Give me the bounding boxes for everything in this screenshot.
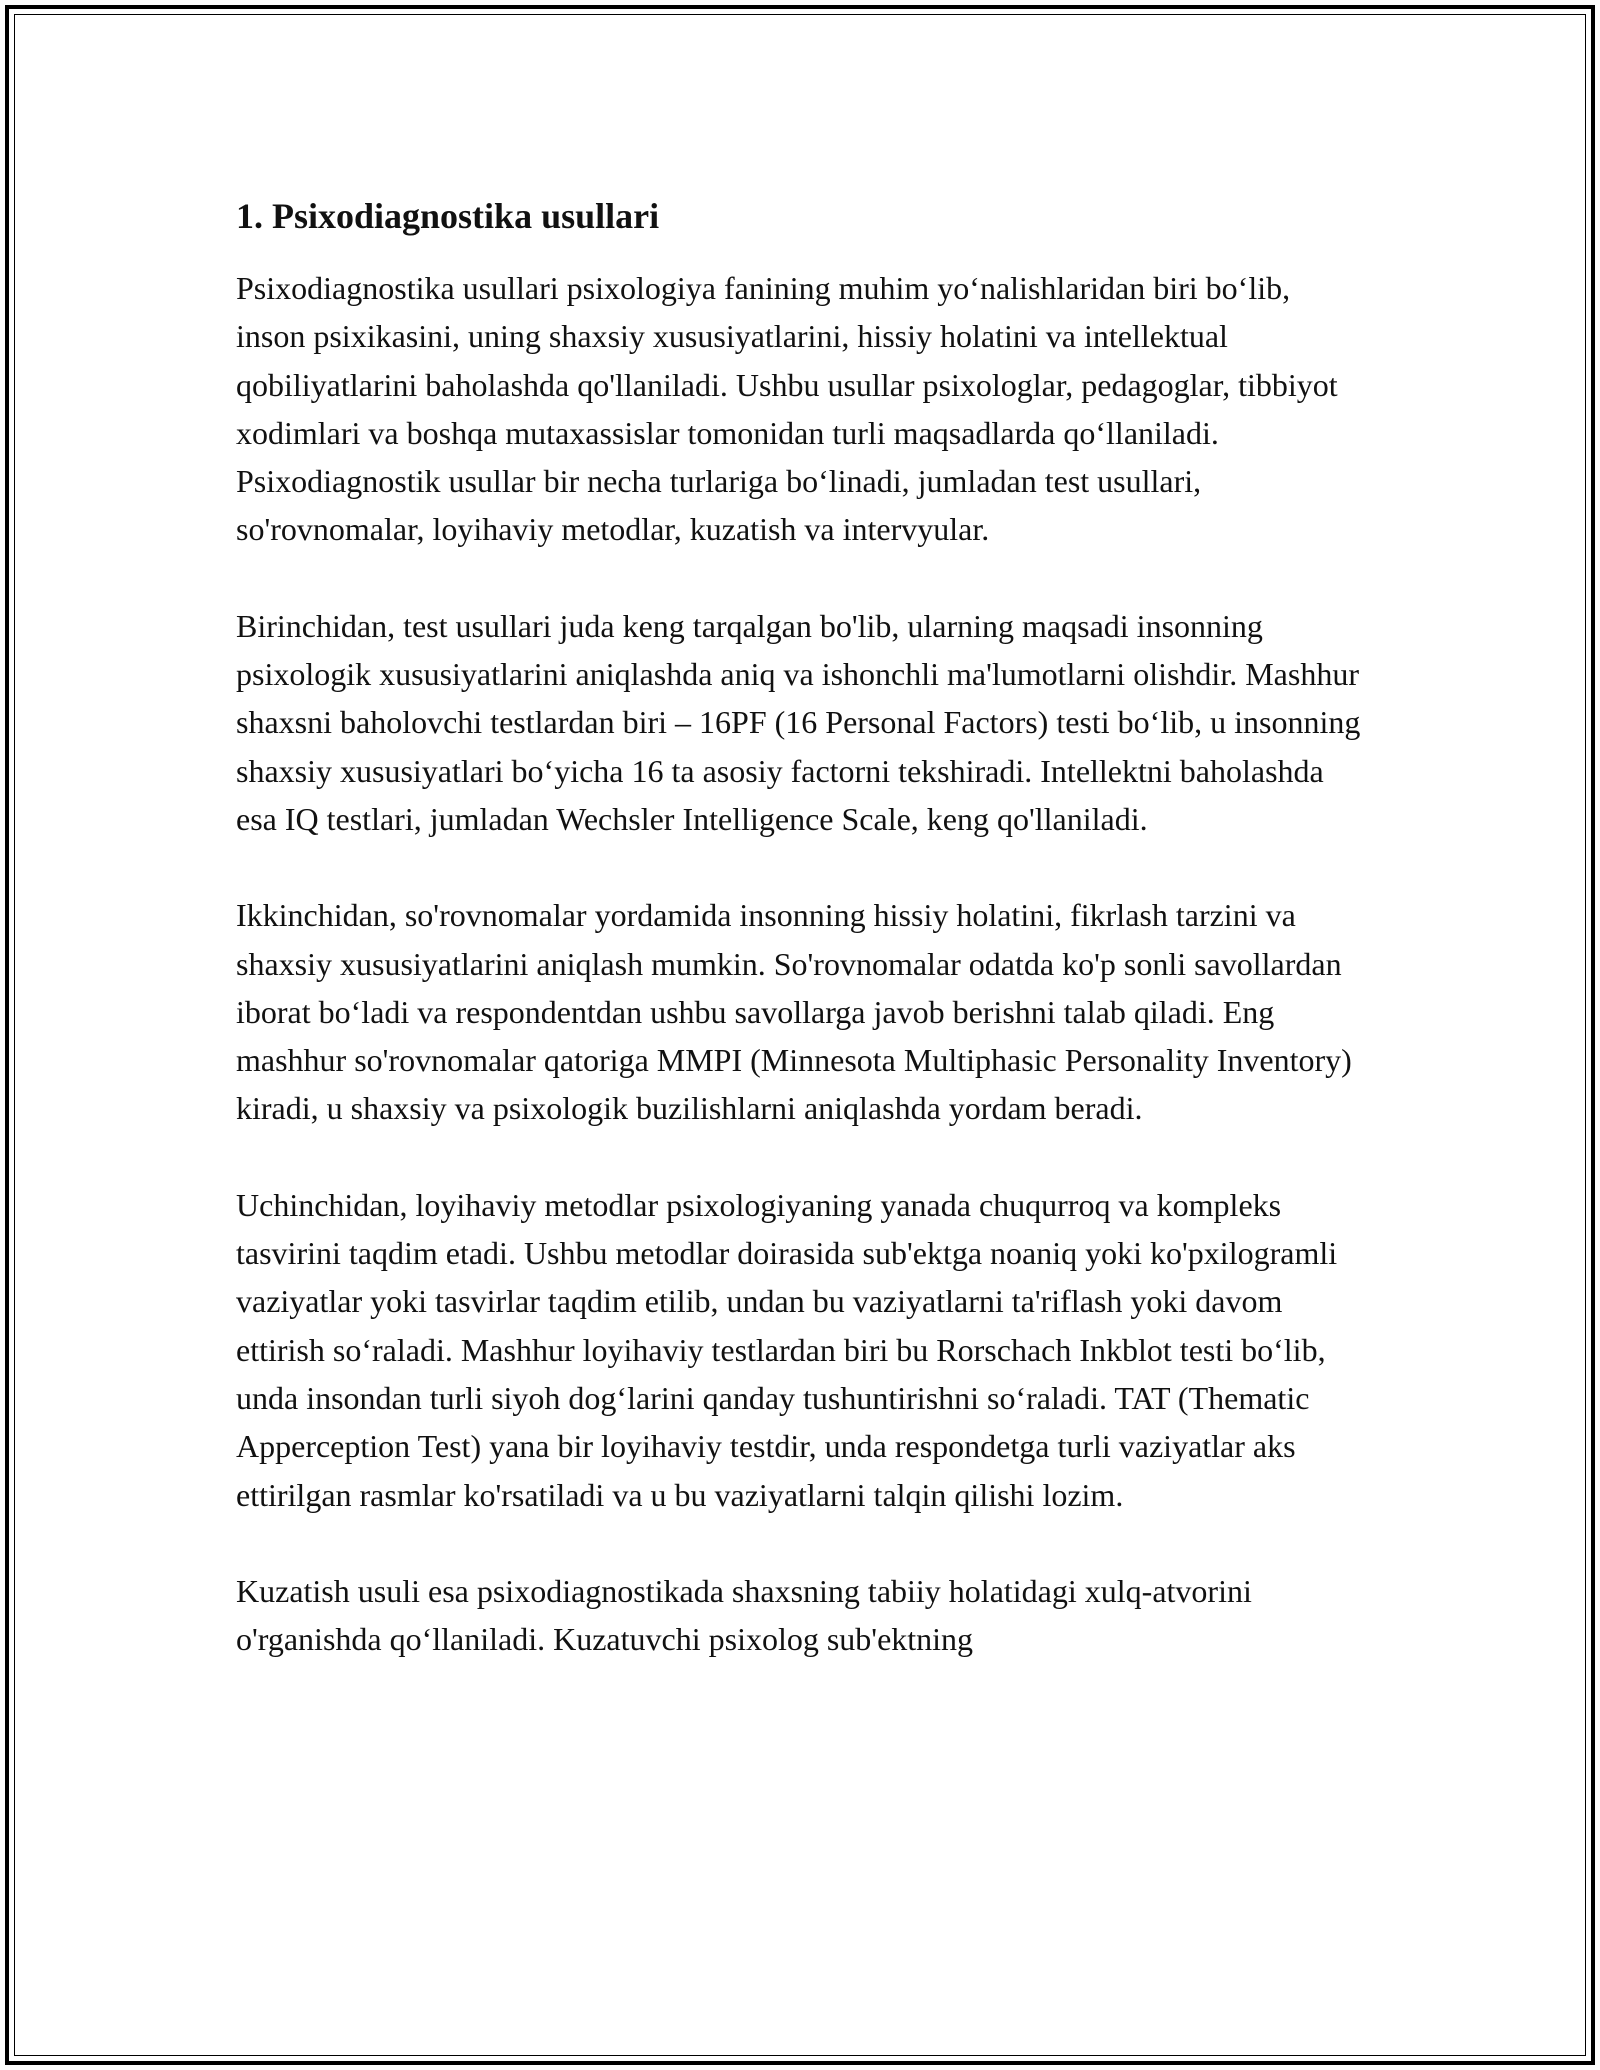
section-heading: 1. Psixodiagnostika usullari [236,196,660,236]
paragraph-intro: Psixodiagnostika usullari psixologiya fanining muhim yo‘nalishlaridan biri bo‘lib, inson psixikasini, uning shaxsiy xususiyatlarini, hissiy holatini va intellektual qobiliyatlarini baholashda qo'llaniladi. Ushbu usullar psixologlar, pedagoglar, tibbiyot xodimlari va boshqa mutaxassislar tomonidan turli maqsadlarda qo‘llaniladi. Psixodiagnostik usullar bir necha turlariga bo‘linadi, jumladan test usullari, so'rovnomalar, loyihaviy metodlar, kuzatish va intervyular. [236,270,1338,548]
paragraph-projective: Uchinchidan, loyihaviy metodlar psixologiyaning yanada chuqurroq va kompleks tasvirini taqdim etadi. Ushbu metodlar doirasida sub'ektga noaniq yoki ko'pxilogramli vaziyatlar yoki tasvirlar taqdim etilib, undan bu vaziyatlarni ta'riflash yoki davom ettirish so‘raladi. Mashhur loyihaviy testlardan biri bu Rorschach Inkblot testi bo‘lib, unda insondan turli siyoh dog‘larini qanday tushuntirishni so‘raladi. TAT (Thematic Apperception Test) yana bir loyihaviy testdir, unda respondetga turli vaziyatlar aks ettirilgan rasmlar ko'rsatiladi va u bu vaziyatlarni talqin qilishi lozim. [236,1186,1338,1513]
paragraph-questionnaires: Ikkinchidan, so'rovnomalar yordamida insonning hissiy holatini, fikrlash tarzini va shaxsiy xususiyatlarini aniqlash mumkin. So'rovnomalar odatda ko'p sonli savollardan iborat bo‘ladi va respondentdan ushbu savollarga javob berishni talab qiladi. Eng mashhur so'rovnomalar qatoriga MMPI (Minnesota Multiphasic Personality Inventory) kiradi, u shaxsiy va psixologik buzilishlarni aniqlashda yordam beradi. [236,897,1352,1127]
document-body [236,188,1366,1711]
paragraph-tests: Birinchidan, test usullari juda keng tarqalgan bo'lib, ularning maqsadi insonning psixologik xususiyatlarini aniqlashda aniq va ishonchli ma'lumotlarni olishdir. Mashhur shaxsni baholovchi testlardan biri – 16PF (16 Personal Factors) testi bo‘lib, u insonning shaxsiy xususiyatlari bo‘yicha 16 ta asosiy factorni tekshiradi. Intellektni baholashda esa IQ testlari, jumladan Wechsler Intelligence Scale, keng qo'llaniladi. [236,607,1361,837]
paragraph-observation: Kuzatish usuli esa psixodiagnostikada shaxsning tabiiy holatidagi xulq-atvorini o'rganishda qo‘llaniladi. Kuzatuvchi psixolog sub'ektning [236,1572,1252,1658]
